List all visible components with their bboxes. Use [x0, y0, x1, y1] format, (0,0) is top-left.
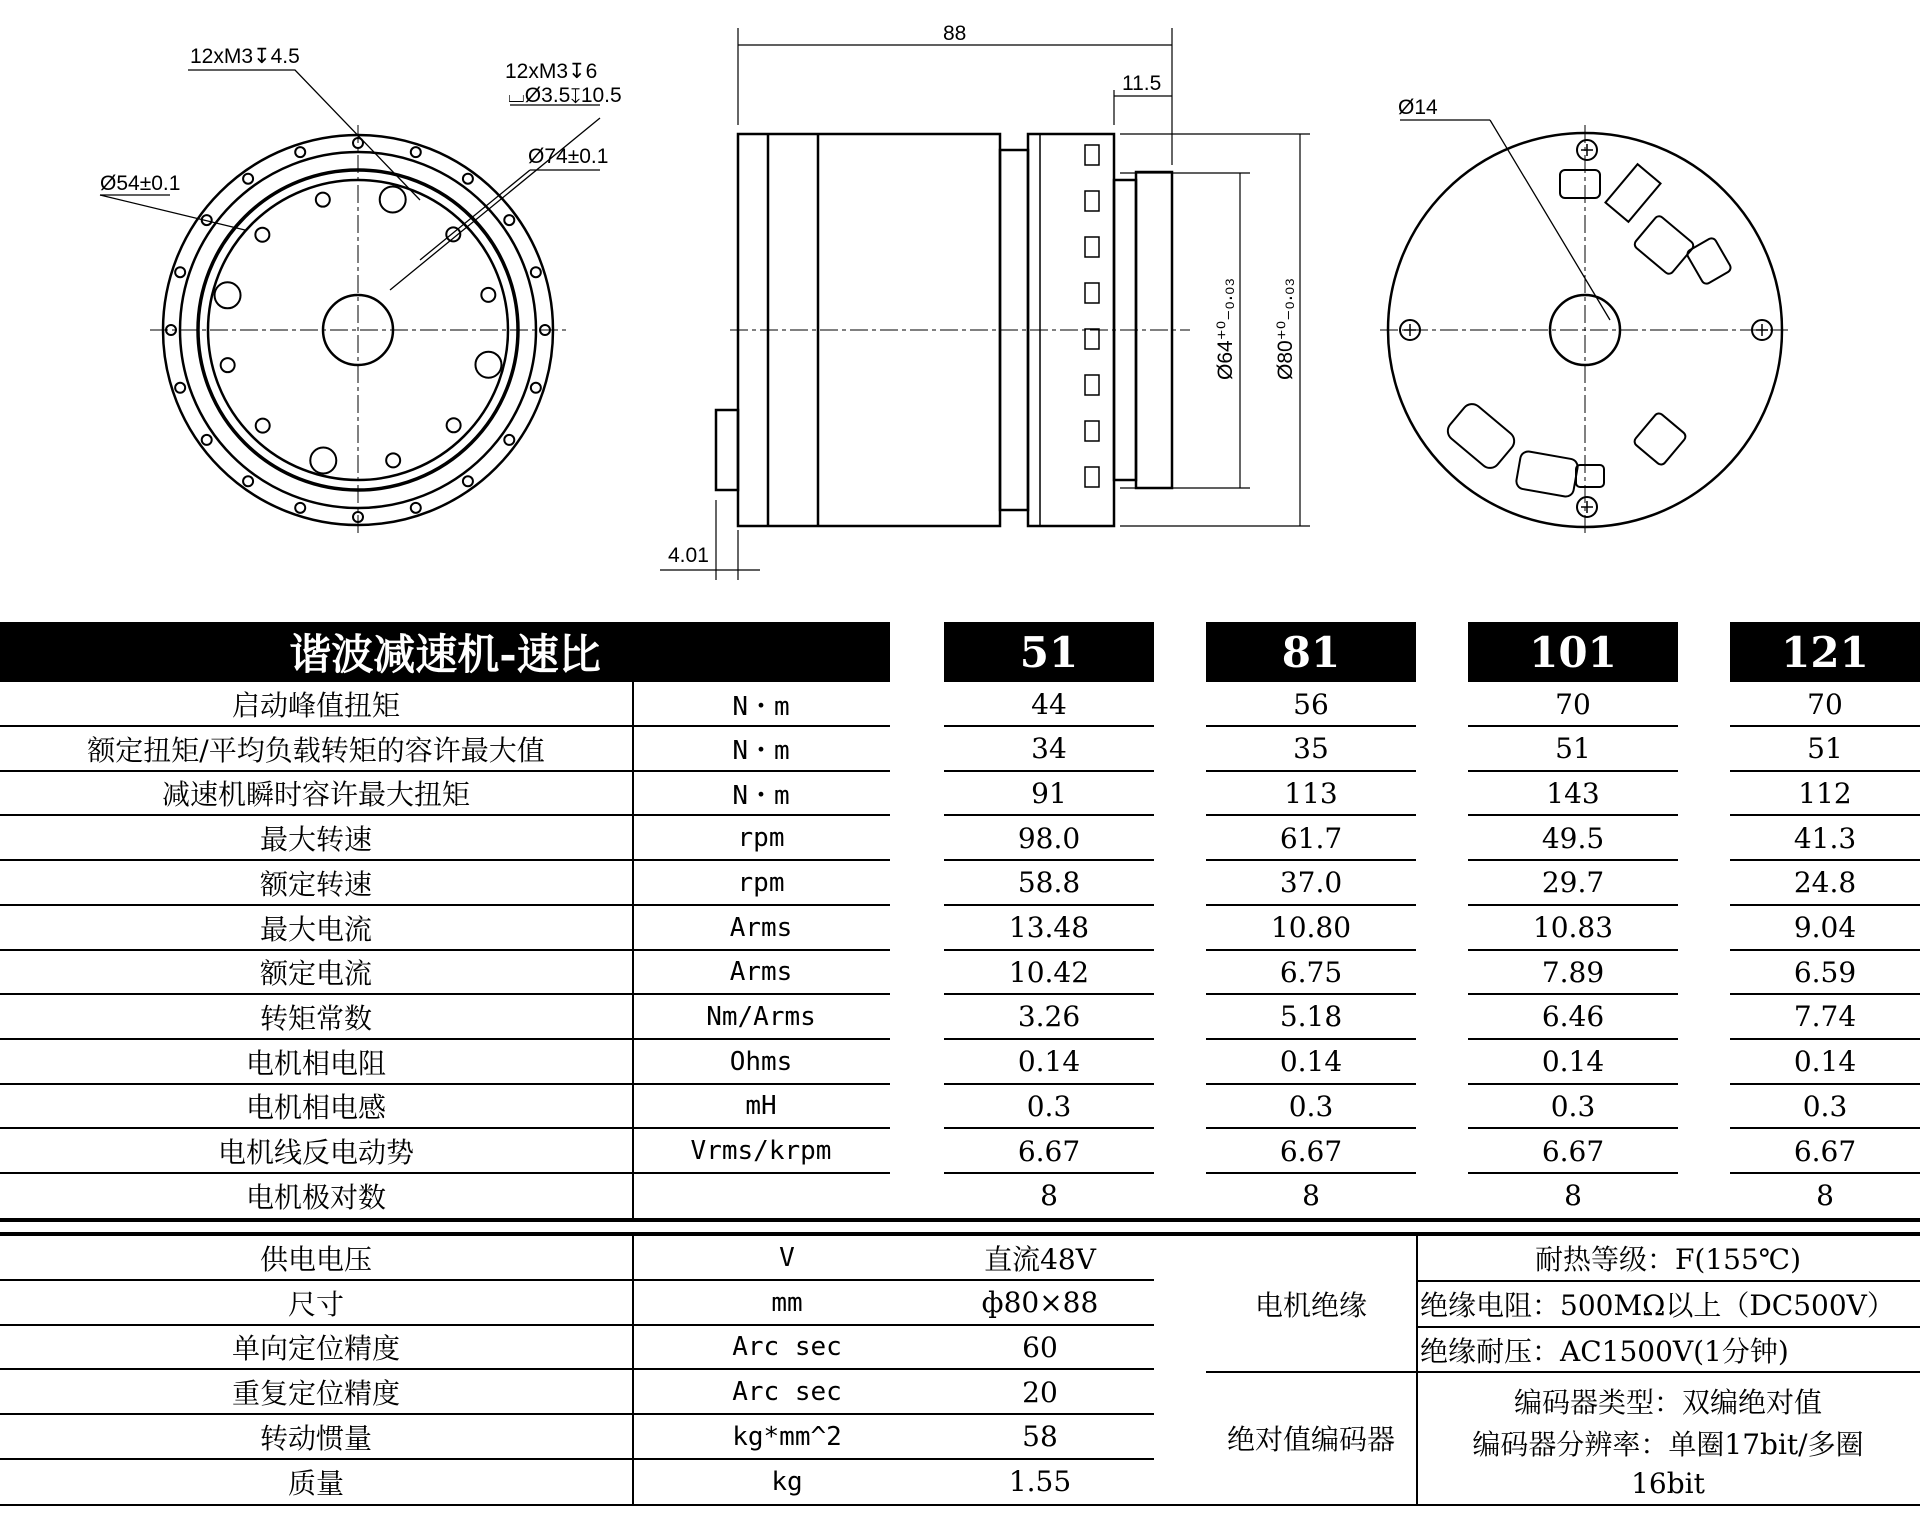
- flange-slot: [1085, 191, 1099, 211]
- param-value: 0.3: [1550, 1089, 1596, 1123]
- inner-bolt-hole: [256, 419, 270, 433]
- encoder-label: 绝对值编码器: [1226, 1423, 1395, 1456]
- insulation-line-1: 耐热等级：F(155℃): [1534, 1243, 1802, 1276]
- general-name: 转动惯量: [259, 1421, 372, 1455]
- param-value: 70: [1807, 687, 1843, 721]
- outer-bolt-hole: [531, 267, 541, 277]
- param-value: 6.67: [1017, 1134, 1081, 1168]
- param-unit: Ohms: [729, 1046, 793, 1077]
- table-title: 谐波减速机-速比: [0, 622, 890, 682]
- hole-label-3: ⌴Ø3.5↧10.5: [508, 84, 622, 107]
- param-unit: N・m: [732, 691, 790, 722]
- table-row: [0, 1084, 1920, 1128]
- outer-bolt-hole: [243, 174, 253, 184]
- param-value: 29.7: [1541, 866, 1605, 900]
- param-value: 9.04: [1793, 911, 1857, 944]
- table-row: [0, 995, 1920, 1039]
- table-row: [0, 682, 1920, 726]
- param-value: 34: [1031, 732, 1067, 766]
- param-value: 10.83: [1532, 911, 1614, 944]
- param-unit: rpm: [737, 823, 785, 854]
- connector-group-top: [1560, 140, 1732, 285]
- outer-bolt-hole: [463, 476, 473, 486]
- param-value: 98.0: [1017, 821, 1081, 855]
- front-view: [100, 70, 600, 535]
- param-value: 13.48: [1008, 911, 1090, 944]
- outer-bolt-hole: [504, 435, 514, 445]
- inner-bolt-hole: [380, 187, 406, 213]
- param-name: 最大转速: [259, 823, 372, 857]
- param-unit: Nm/Arms: [706, 1001, 816, 1032]
- outer-bolt-hole: [175, 383, 185, 393]
- general-unit: Arc sec: [732, 1332, 842, 1363]
- inner-bolt-hole: [255, 228, 269, 242]
- general-unit: kg*mm^2: [732, 1421, 842, 1452]
- param-value: 3.26: [1017, 1000, 1081, 1034]
- encoder-line-3: 16bit: [1631, 1466, 1705, 1500]
- param-value: 0.3: [1288, 1089, 1334, 1123]
- table-row: [0, 771, 1920, 815]
- flange-slot: [1085, 467, 1099, 487]
- param-value: 49.5: [1541, 821, 1605, 855]
- param-unit: mH: [745, 1091, 777, 1122]
- param-value: 6.59: [1793, 955, 1857, 989]
- general-unit: Arc sec: [732, 1377, 842, 1408]
- dia-inner-label: Ø54±0.1: [100, 172, 181, 195]
- param-value: 8: [1564, 1179, 1582, 1213]
- hole-label-1: 12xM3↧4.5: [190, 45, 300, 68]
- outer-bolt-hole: [295, 147, 305, 157]
- outer-bolt-hole: [295, 503, 305, 513]
- length-dim: 88: [943, 22, 967, 45]
- inner-bolt-hole: [215, 282, 241, 308]
- param-value: 56: [1293, 687, 1329, 721]
- table-row: [0, 906, 1920, 950]
- ratio-header-81: 81: [1206, 622, 1416, 682]
- outer-bolt-hole: [202, 435, 212, 445]
- inner-bolt-hole: [475, 352, 501, 378]
- dia-outer-label: Ø74±0.1: [528, 145, 609, 168]
- offset-dim: 4.01: [668, 544, 709, 567]
- outer-bolt-hole: [411, 147, 421, 157]
- param-value: 0.3: [1802, 1089, 1848, 1123]
- ratio-header-51: 51: [944, 622, 1154, 682]
- insulation-label: 电机绝缘: [1254, 1289, 1367, 1322]
- insulation-line-2: 绝缘电阻：500MΩ以上（DC500V）: [1420, 1289, 1895, 1322]
- param-name: 电机相电感: [245, 1091, 386, 1125]
- param-value: 0.14: [1279, 1045, 1343, 1079]
- param-value: 143: [1546, 776, 1600, 810]
- param-value: 0.14: [1793, 1045, 1857, 1079]
- param-value: 44: [1031, 687, 1067, 721]
- param-name: 电机线反电动势: [217, 1136, 414, 1169]
- param-unit: N・m: [732, 736, 790, 767]
- inner-bolt-hole: [481, 288, 495, 302]
- param-value: 24.8: [1793, 866, 1857, 900]
- table-row: [0, 1040, 1920, 1084]
- side-view: [660, 28, 1310, 580]
- inner-bolt-hole: [221, 358, 235, 372]
- insulation-line-3: 绝缘耐压：AC1500V(1分钟): [1420, 1335, 1789, 1368]
- param-value: 41.3: [1793, 821, 1857, 855]
- general-name: 尺寸: [287, 1287, 344, 1321]
- general-name: 质量: [287, 1466, 344, 1500]
- inner-bolt-hole: [386, 453, 400, 467]
- table-row: [0, 950, 1920, 994]
- inner-bolt-hole: [447, 418, 461, 432]
- general-unit: V: [779, 1243, 795, 1273]
- general-value: 1.55: [1008, 1465, 1072, 1498]
- param-value: 70: [1555, 687, 1591, 721]
- param-name: 电机极对数: [245, 1180, 386, 1214]
- table-row: [0, 861, 1920, 905]
- flange-slot: [1085, 329, 1099, 349]
- connector-group-bottom: [1444, 400, 1688, 517]
- flange-slot: [1085, 145, 1099, 165]
- param-value: 37.0: [1279, 866, 1343, 900]
- param-value: 0.3: [1026, 1089, 1072, 1123]
- general-name: 供电电压: [259, 1243, 372, 1276]
- shaft-dia-label: Ø14: [1398, 96, 1438, 119]
- param-value: 35: [1293, 732, 1329, 766]
- param-value: 5.18: [1279, 1000, 1343, 1034]
- param-value: 8: [1816, 1179, 1834, 1213]
- encoder-line-2: 编码器分辨率：单圈17bit/多圈: [1472, 1428, 1864, 1461]
- outer-bolt-hole: [463, 174, 473, 184]
- spec-table: [0, 622, 1920, 1526]
- param-value: 0.14: [1541, 1045, 1605, 1079]
- inner-bolt-hole: [310, 447, 336, 473]
- dia-b-dim: Ø80⁺⁰₋₀.₀₃: [1274, 277, 1297, 380]
- param-value: 7.74: [1793, 1000, 1857, 1034]
- rear-view: [1380, 120, 1790, 535]
- motor-drawing: [0, 0, 1920, 610]
- outer-bolt-hole: [175, 267, 185, 277]
- param-value: 0.14: [1017, 1045, 1081, 1079]
- param-name: 减速机瞬时容许最大扭矩: [161, 778, 470, 812]
- param-unit: rpm: [737, 867, 785, 898]
- param-value: 6.67: [1279, 1134, 1343, 1168]
- general-name: 单向定位精度: [231, 1332, 400, 1366]
- param-value: 113: [1284, 776, 1338, 810]
- outer-bolt-hole: [243, 476, 253, 486]
- param-value: 6.67: [1793, 1134, 1857, 1168]
- param-name: 转矩常数: [259, 1001, 372, 1035]
- table-row: [0, 727, 1920, 771]
- encoder-line-1: 编码器类型：双编绝对值: [1513, 1386, 1822, 1419]
- param-name: 电机相电阻: [245, 1046, 386, 1080]
- dia-a-dim: Ø64⁺⁰₋₀.₀₃: [1214, 277, 1237, 380]
- param-name: 额定转速: [259, 867, 372, 901]
- param-value: 6.75: [1279, 955, 1343, 989]
- param-value: 91: [1031, 776, 1067, 810]
- param-unit: N・m: [732, 780, 790, 811]
- outer-bolt-hole: [531, 383, 541, 393]
- param-name: 最大电流: [259, 912, 372, 946]
- param-name: 额定电流: [259, 957, 372, 991]
- param-value: 6.46: [1541, 1000, 1605, 1034]
- param-unit: Vrms/krpm: [690, 1136, 832, 1166]
- param-value: 51: [1555, 732, 1591, 766]
- param-unit: [632, 1174, 890, 1218]
- outer-bolt-hole: [411, 503, 421, 513]
- param-value: 8: [1302, 1179, 1320, 1213]
- hole-label-2: 12xM3↧6: [505, 60, 598, 83]
- table-row: [0, 1129, 1920, 1173]
- param-value: 10.80: [1270, 911, 1352, 944]
- general-value: 58: [1022, 1420, 1058, 1454]
- param-value: 61.7: [1279, 821, 1343, 855]
- flange-slot: [1085, 421, 1099, 441]
- general-value: 20: [1022, 1375, 1058, 1409]
- param-value: 10.42: [1008, 955, 1090, 989]
- general-unit: mm: [771, 1287, 803, 1318]
- table-row: [0, 816, 1920, 860]
- general-unit: kg: [771, 1466, 803, 1497]
- param-unit: Arms: [729, 912, 793, 943]
- general-value: 直流48V: [984, 1243, 1096, 1276]
- inner-bolt-hole: [316, 193, 330, 207]
- general-value: ф80×88: [981, 1286, 1099, 1320]
- param-unit: Arms: [729, 957, 793, 988]
- general-name: 重复定位精度: [231, 1377, 400, 1411]
- param-value: 6.67: [1541, 1134, 1605, 1168]
- flange-slot: [1085, 283, 1099, 303]
- outer-bolt-hole: [504, 215, 514, 225]
- param-value: 51: [1807, 732, 1843, 766]
- param-value: 7.89: [1541, 955, 1605, 989]
- ratio-header-101: 101: [1468, 622, 1678, 682]
- flange-slot: [1085, 375, 1099, 395]
- param-value: 112: [1798, 776, 1852, 810]
- ratio-header-121: 121: [1730, 622, 1920, 682]
- general-value: 60: [1022, 1330, 1058, 1364]
- param-value: 8: [1040, 1179, 1058, 1213]
- flange-slot: [1085, 237, 1099, 257]
- table-row: [0, 1174, 1920, 1218]
- flange-dim: 11.5: [1122, 72, 1162, 95]
- param-value: 58.8: [1017, 866, 1081, 900]
- param-name: 启动峰值扭矩: [231, 689, 400, 722]
- param-name: 额定扭矩/平均负载转矩的容许最大值: [87, 733, 545, 767]
